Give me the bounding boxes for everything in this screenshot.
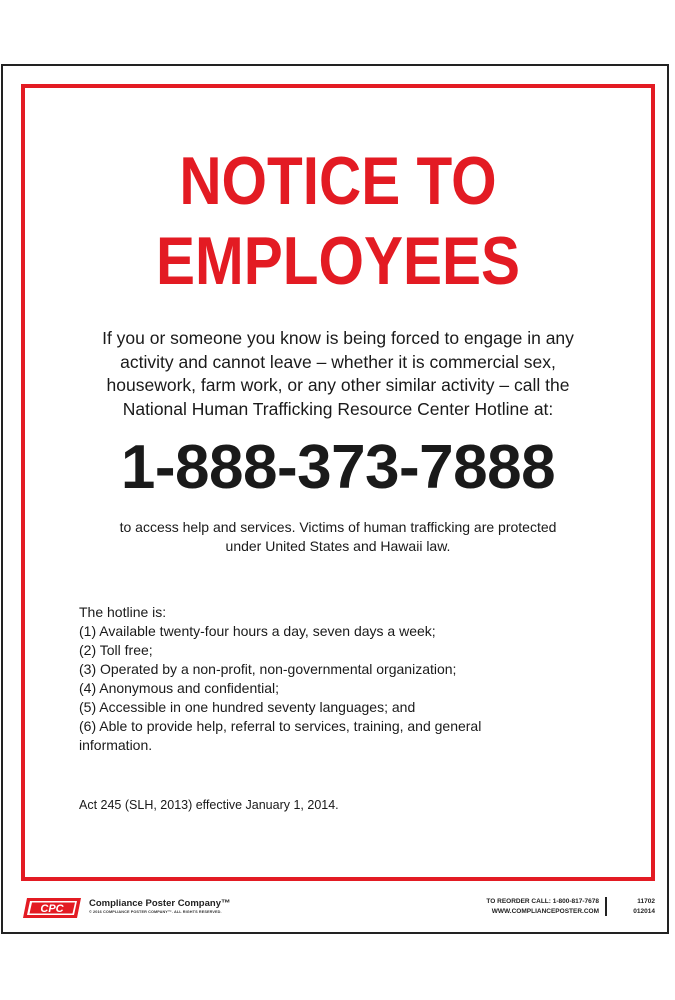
hotline-list — [79, 603, 599, 755]
company-name: Compliance Poster Company™ — [89, 898, 231, 909]
intro-paragraph — [40, 327, 636, 421]
access-line: to access help and services. Victims of human trafficking are protected — [119, 519, 557, 535]
reorder-phone: TO REORDER CALL: 1-800-817-7678 — [486, 898, 599, 905]
title-line-2: EMPLOYEES — [156, 223, 520, 299]
hotline-phone-number: 1-888-373-7888 — [120, 433, 556, 502]
hotline-heading: The hotline is: — [79, 604, 167, 620]
hotline-item: (1) Available twenty-four hours a day, seven days a week; — [79, 623, 436, 639]
poster-codes — [633, 897, 655, 917]
hotline-item: (3) Operated by a non-profit, non-governmental organization; — [79, 661, 457, 677]
intro-line: National Human Trafficking Resource Center Hotline at: — [122, 398, 554, 419]
intro-line: housework, farm work, or any other similar activity – call the — [106, 375, 570, 395]
hotline-item: (5) Accessible in one hundred seventy languages; and — [79, 699, 416, 715]
website: WWW.COMPLIANCEPOSTER.COM — [491, 908, 599, 915]
copyright-notice: © 2016 COMPLIANCE POSTER COMPANY™. ALL RIGHTS RESERVED. — [89, 910, 222, 914]
cpc-logo-text: CPC — [40, 903, 64, 915]
cpc-logo — [21, 897, 83, 919]
act-reference: Act 245 (SLH, 2013) effective January 1, 2014. — [79, 798, 339, 812]
footer-divider — [605, 897, 607, 916]
access-paragraph — [40, 518, 636, 556]
hotline-item: information. — [79, 737, 153, 753]
hotline-item: (4) Anonymous and confidential; — [79, 680, 280, 696]
intro-line: activity and cannot leave – whether it is commercial sex, — [120, 351, 556, 372]
revision-code: 012014 — [633, 908, 655, 915]
access-line: under United States and Hawaii law. — [225, 538, 451, 554]
reorder-info — [486, 897, 599, 917]
hotline-item: (6) Able to provide help, referral to services, training, and general — [79, 718, 482, 734]
poster-code: 11702 — [637, 898, 655, 905]
title-line-1: NOTICE TO — [179, 143, 497, 219]
intro-line: If you or someone you know is being forced to engage in any — [102, 328, 574, 348]
hotline-item: (2) Toll free; — [79, 642, 153, 658]
